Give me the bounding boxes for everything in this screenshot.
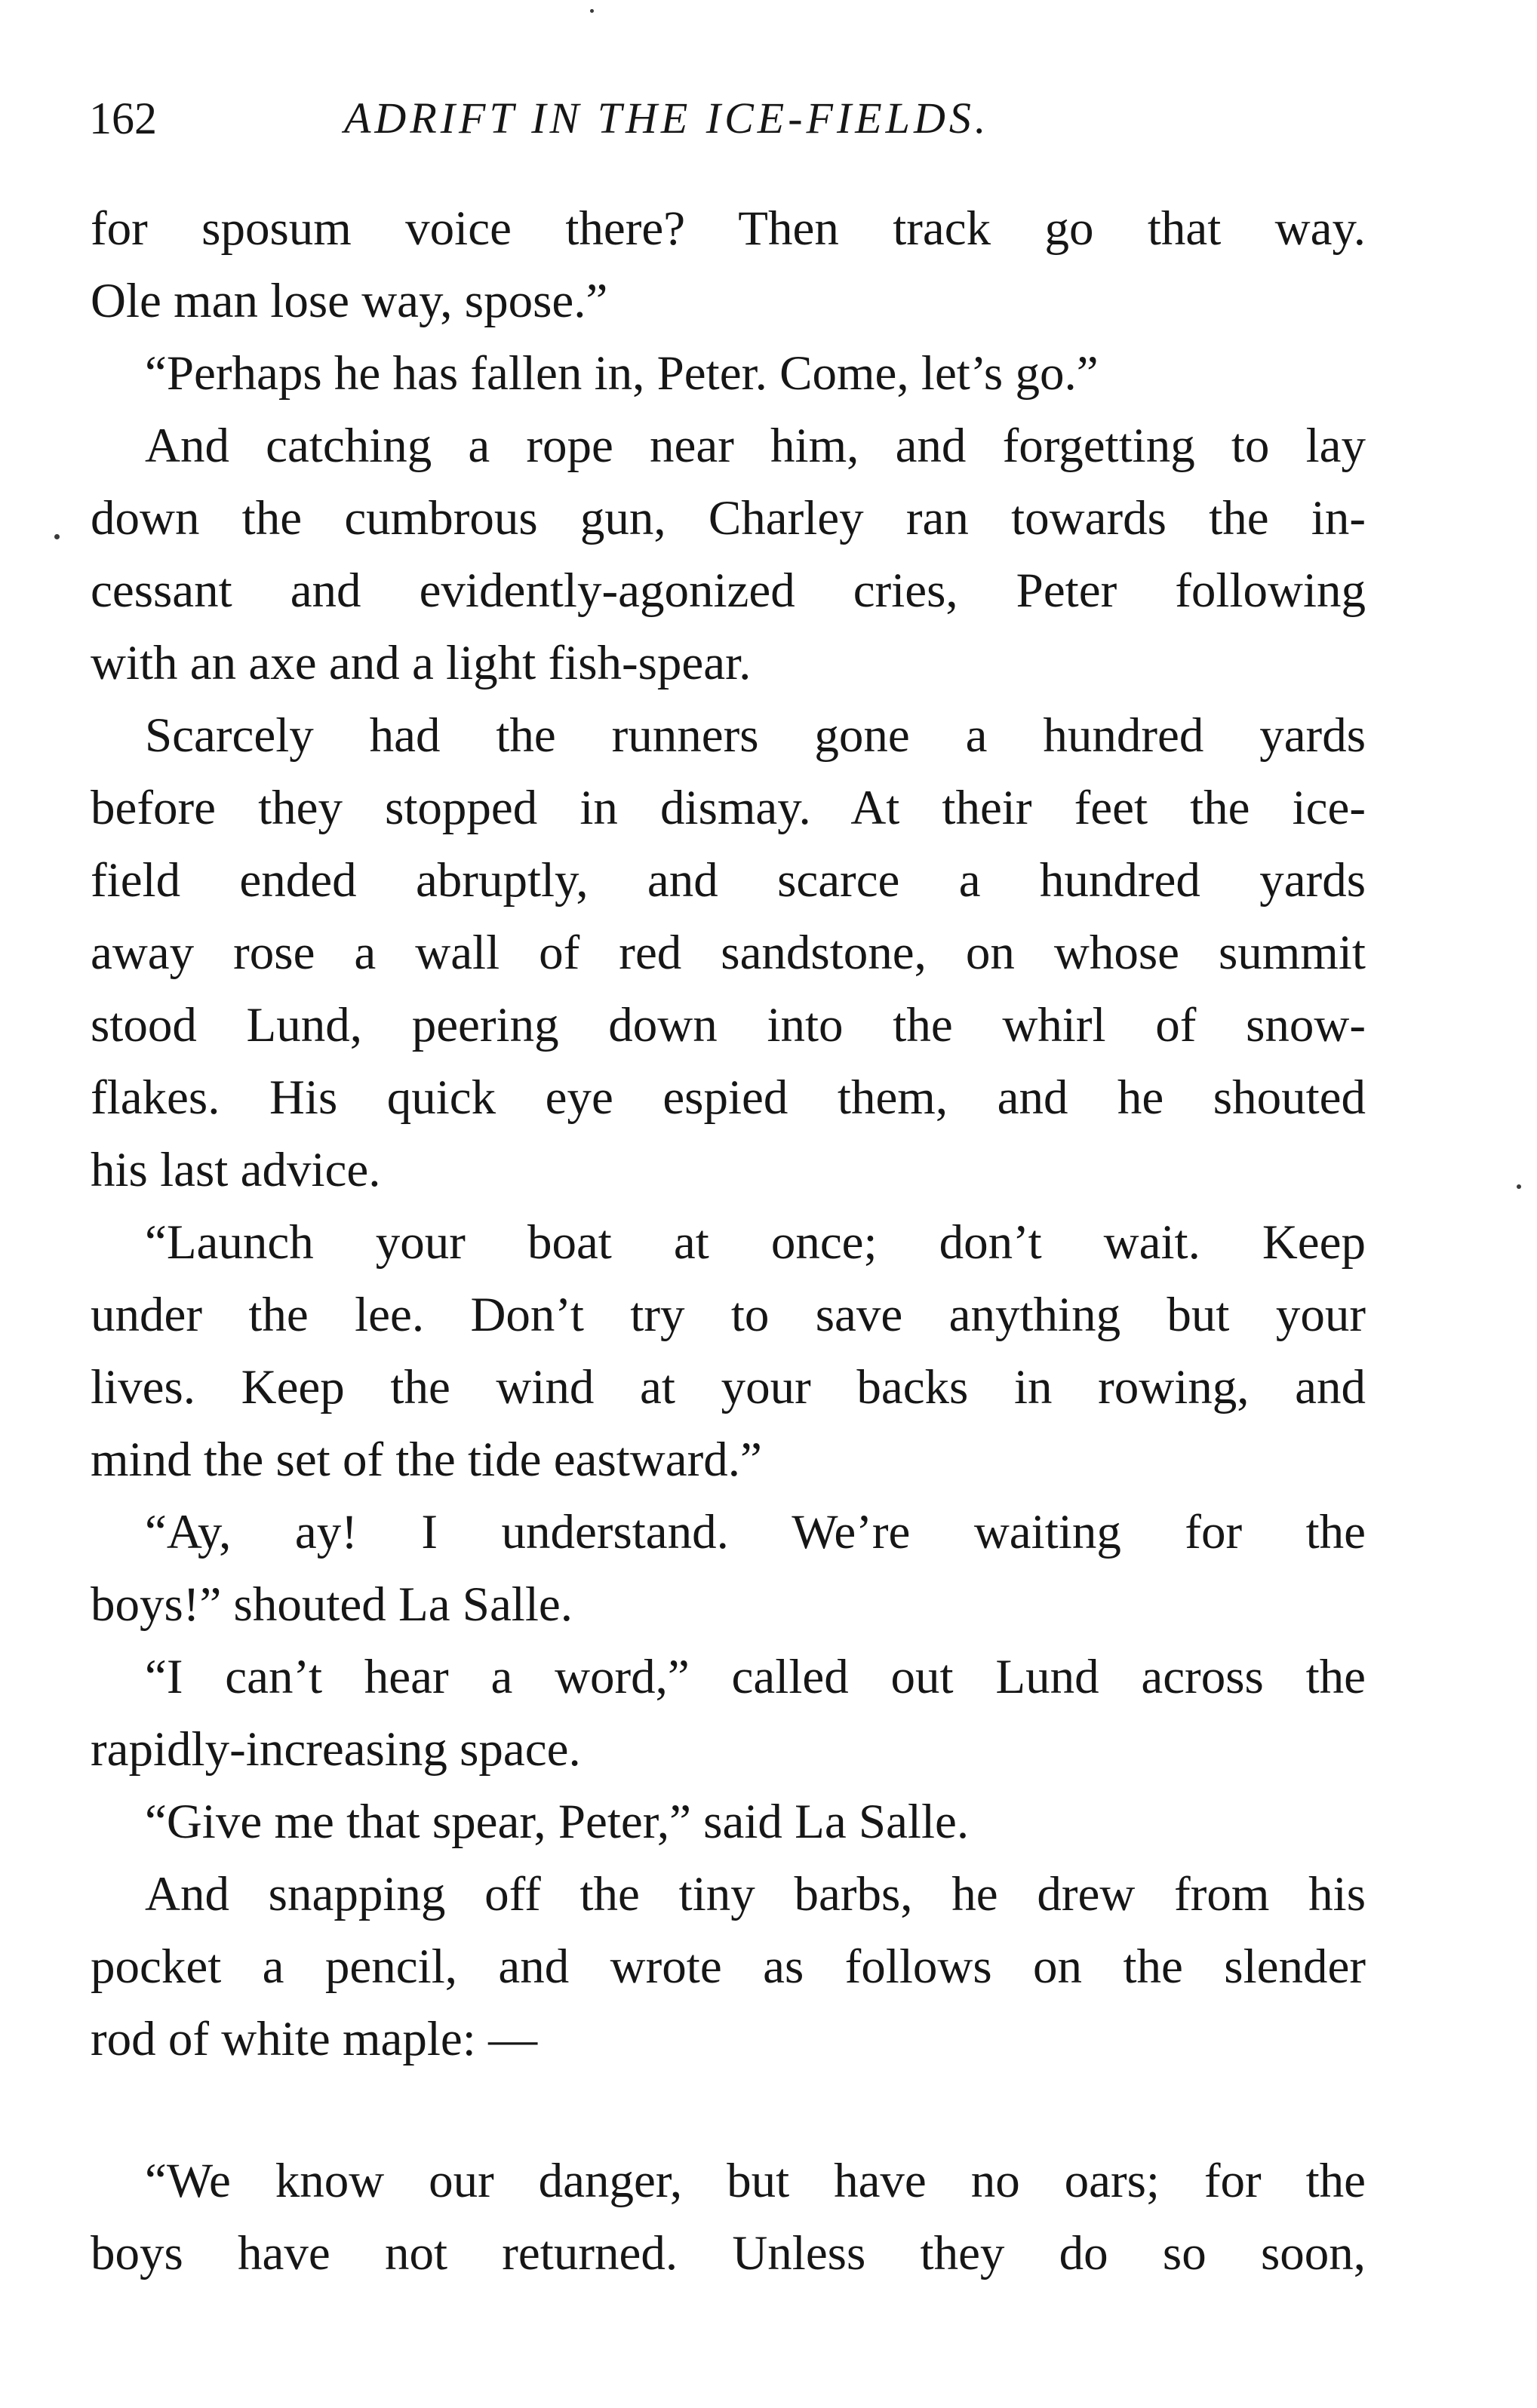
text-line: boys have not returned. Unless they do so soon,	[91, 2226, 1366, 2281]
body-text	[91, 192, 1366, 2290]
text-line: before they stopped in dismay. At their feet the ice-	[91, 781, 1366, 835]
text-line: lives. Keep the wind at your backs in rowing, and	[91, 1360, 1366, 1414]
text-line: “Ay, ay! I understand. We’re waiting for the	[145, 1505, 1366, 1559]
text-line: away rose a wall of red sandstone, on whose summit	[91, 926, 1366, 980]
text-line: “Launch your boat at once; don’t wait. Keep	[145, 1215, 1366, 1270]
ink-speck	[590, 9, 594, 13]
text-line: his last advice.	[91, 1143, 381, 1197]
text-line: cessant and evidently-agonized cries, Peter following	[91, 564, 1366, 618]
text-line: down the cumbrous gun, Charley ran towards the in-	[91, 491, 1366, 545]
text-line: And catching a rope near him, and forgetting to lay	[145, 419, 1366, 473]
running-title: ADRIFT IN THE ICE-FIELDS.	[344, 94, 990, 143]
paragraph-gap	[91, 2075, 1366, 2145]
text-line: Scarcely had the runners gone a hundred yards	[145, 708, 1366, 763]
text-line: field ended abruptly, and scarce a hundred yards	[91, 853, 1366, 908]
page-number: 162	[89, 94, 157, 143]
ink-speck	[54, 534, 60, 539]
page-header	[89, 84, 1372, 152]
text-line: rod of white maple: —	[91, 2012, 538, 2066]
text-line: for sposum voice there? Then track go that way.	[91, 201, 1366, 256]
text-line: “I can’t hear a word,” called out Lund across the	[145, 1650, 1366, 1704]
text-line: Ole man lose way, spose.”	[91, 274, 608, 328]
ink-speck	[1517, 1184, 1521, 1189]
text-line: rapidly-increasing space.	[91, 1722, 581, 1777]
text-line: boys!” shouted La Salle.	[91, 1577, 573, 1632]
text-line: “Perhaps he has fallen in, Peter. Come, let’s go.”	[145, 346, 1099, 401]
text-line: flakes. His quick eye espied them, and he shouted	[91, 1070, 1366, 1125]
text-line: mind the set of the tide eastward.”	[91, 1433, 762, 1487]
text-line: under the lee. Don’t try to save anything but your	[91, 1288, 1366, 1342]
text-line: “Give me that spear, Peter,” said La Salle.	[145, 1795, 970, 1849]
text-line: pocket a pencil, and wrote as follows on the slender	[91, 1940, 1366, 1994]
text-line: And snapping off the tiny barbs, he drew from his	[145, 1867, 1366, 1921]
text-line: with an axe and a light fish-spear.	[91, 636, 752, 690]
text-line: stood Lund, peering down into the whirl of snow-	[91, 998, 1366, 1052]
text-line: “We know our danger, but have no oars; for the	[145, 2154, 1366, 2208]
